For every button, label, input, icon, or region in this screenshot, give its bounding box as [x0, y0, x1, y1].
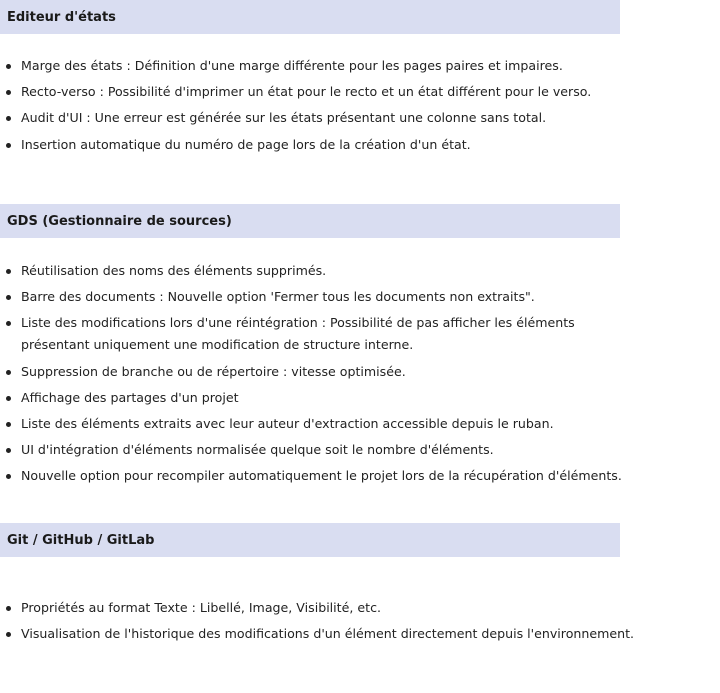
- list-item: [0, 465, 640, 487]
- section-header-git: Git / GitHub / GitLab: [0, 523, 620, 557]
- list-item: [0, 81, 640, 103]
- list-item-text: Liste des modifications lors d'une réintégration : Possibilité de pas afficher les éléments présentant uniquement une modification de structure interne.: [21, 315, 575, 353]
- list-item-text: Propriétés au format Texte : Libellé, Image, Visibilité, etc.: [21, 600, 381, 615]
- section-header-editeur-etats: Editeur d'états: [0, 0, 620, 34]
- list-item-text: Marge des états : Définition d'une marge différente pour les pages paires et impaires.: [21, 58, 563, 73]
- bullet-icon: [6, 90, 11, 95]
- list-item-text: UI d'intégration d'éléments normalisée quelque soit le nombre d'éléments.: [21, 442, 494, 458]
- list-item-text: Audit d'UI : Une erreur est générée sur les états présentant une colonne sans total.: [21, 110, 547, 126]
- bullet-icon: [6, 422, 11, 427]
- list-item-text: Visualisation de l'historique des modifications d'un élément directement depuis l'environnement.: [21, 626, 635, 642]
- bullet-icon: [6, 295, 11, 300]
- section-list-git: [0, 597, 640, 649]
- bullet-icon: [6, 269, 11, 274]
- list-item: [0, 597, 640, 619]
- list-item-text: Suppression de branche ou de répertoire : vitesse optimisée.: [21, 363, 406, 379]
- list-item-text: Recto-verso : Possibilité d'imprimer un état pour le recto et un état différent pour le verso.: [21, 84, 592, 100]
- bullet-icon: [6, 143, 11, 148]
- list-item: [0, 107, 640, 129]
- list-item: [0, 439, 640, 461]
- bullet-icon: [6, 370, 11, 375]
- bullet-icon: [6, 321, 11, 326]
- list-item-text: Barre des documents : Nouvelle option 'Fermer tous les documents non extraits".: [21, 289, 535, 305]
- bullet-icon: [6, 632, 11, 637]
- list-item: [0, 387, 640, 409]
- list-item-text: Nouvelle option pour recompiler automatiquement le projet lors de la récupération d'éléments.: [21, 468, 622, 484]
- list-item-text: Réutilisation des noms des éléments supprimés.: [21, 263, 327, 278]
- bullet-icon: [6, 396, 11, 401]
- bullet-icon: [6, 606, 11, 611]
- list-item: [0, 361, 640, 383]
- list-item-text: Liste des éléments extraits avec leur auteur d'extraction accessible depuis le ruban.: [21, 415, 554, 431]
- section-header-gds: GDS (Gestionnaire de sources): [0, 204, 620, 238]
- list-item: [0, 312, 640, 356]
- list-item: [0, 623, 640, 645]
- bullet-icon: [6, 116, 11, 121]
- list-item: [0, 55, 640, 77]
- list-item: [0, 260, 640, 282]
- list-item: [0, 134, 640, 156]
- section-list-editeur-etats: [0, 55, 640, 160]
- section-list-gds: [0, 260, 640, 492]
- bullet-icon: [6, 474, 11, 479]
- bullet-icon: [6, 448, 11, 453]
- bullet-icon: [6, 64, 11, 69]
- list-item-text: Insertion automatique du numéro de page lors de la création d'un état.: [21, 136, 471, 152]
- list-item: [0, 413, 640, 435]
- list-item-text: Affichage des partages d'un projet: [21, 389, 239, 405]
- list-item: [0, 286, 640, 308]
